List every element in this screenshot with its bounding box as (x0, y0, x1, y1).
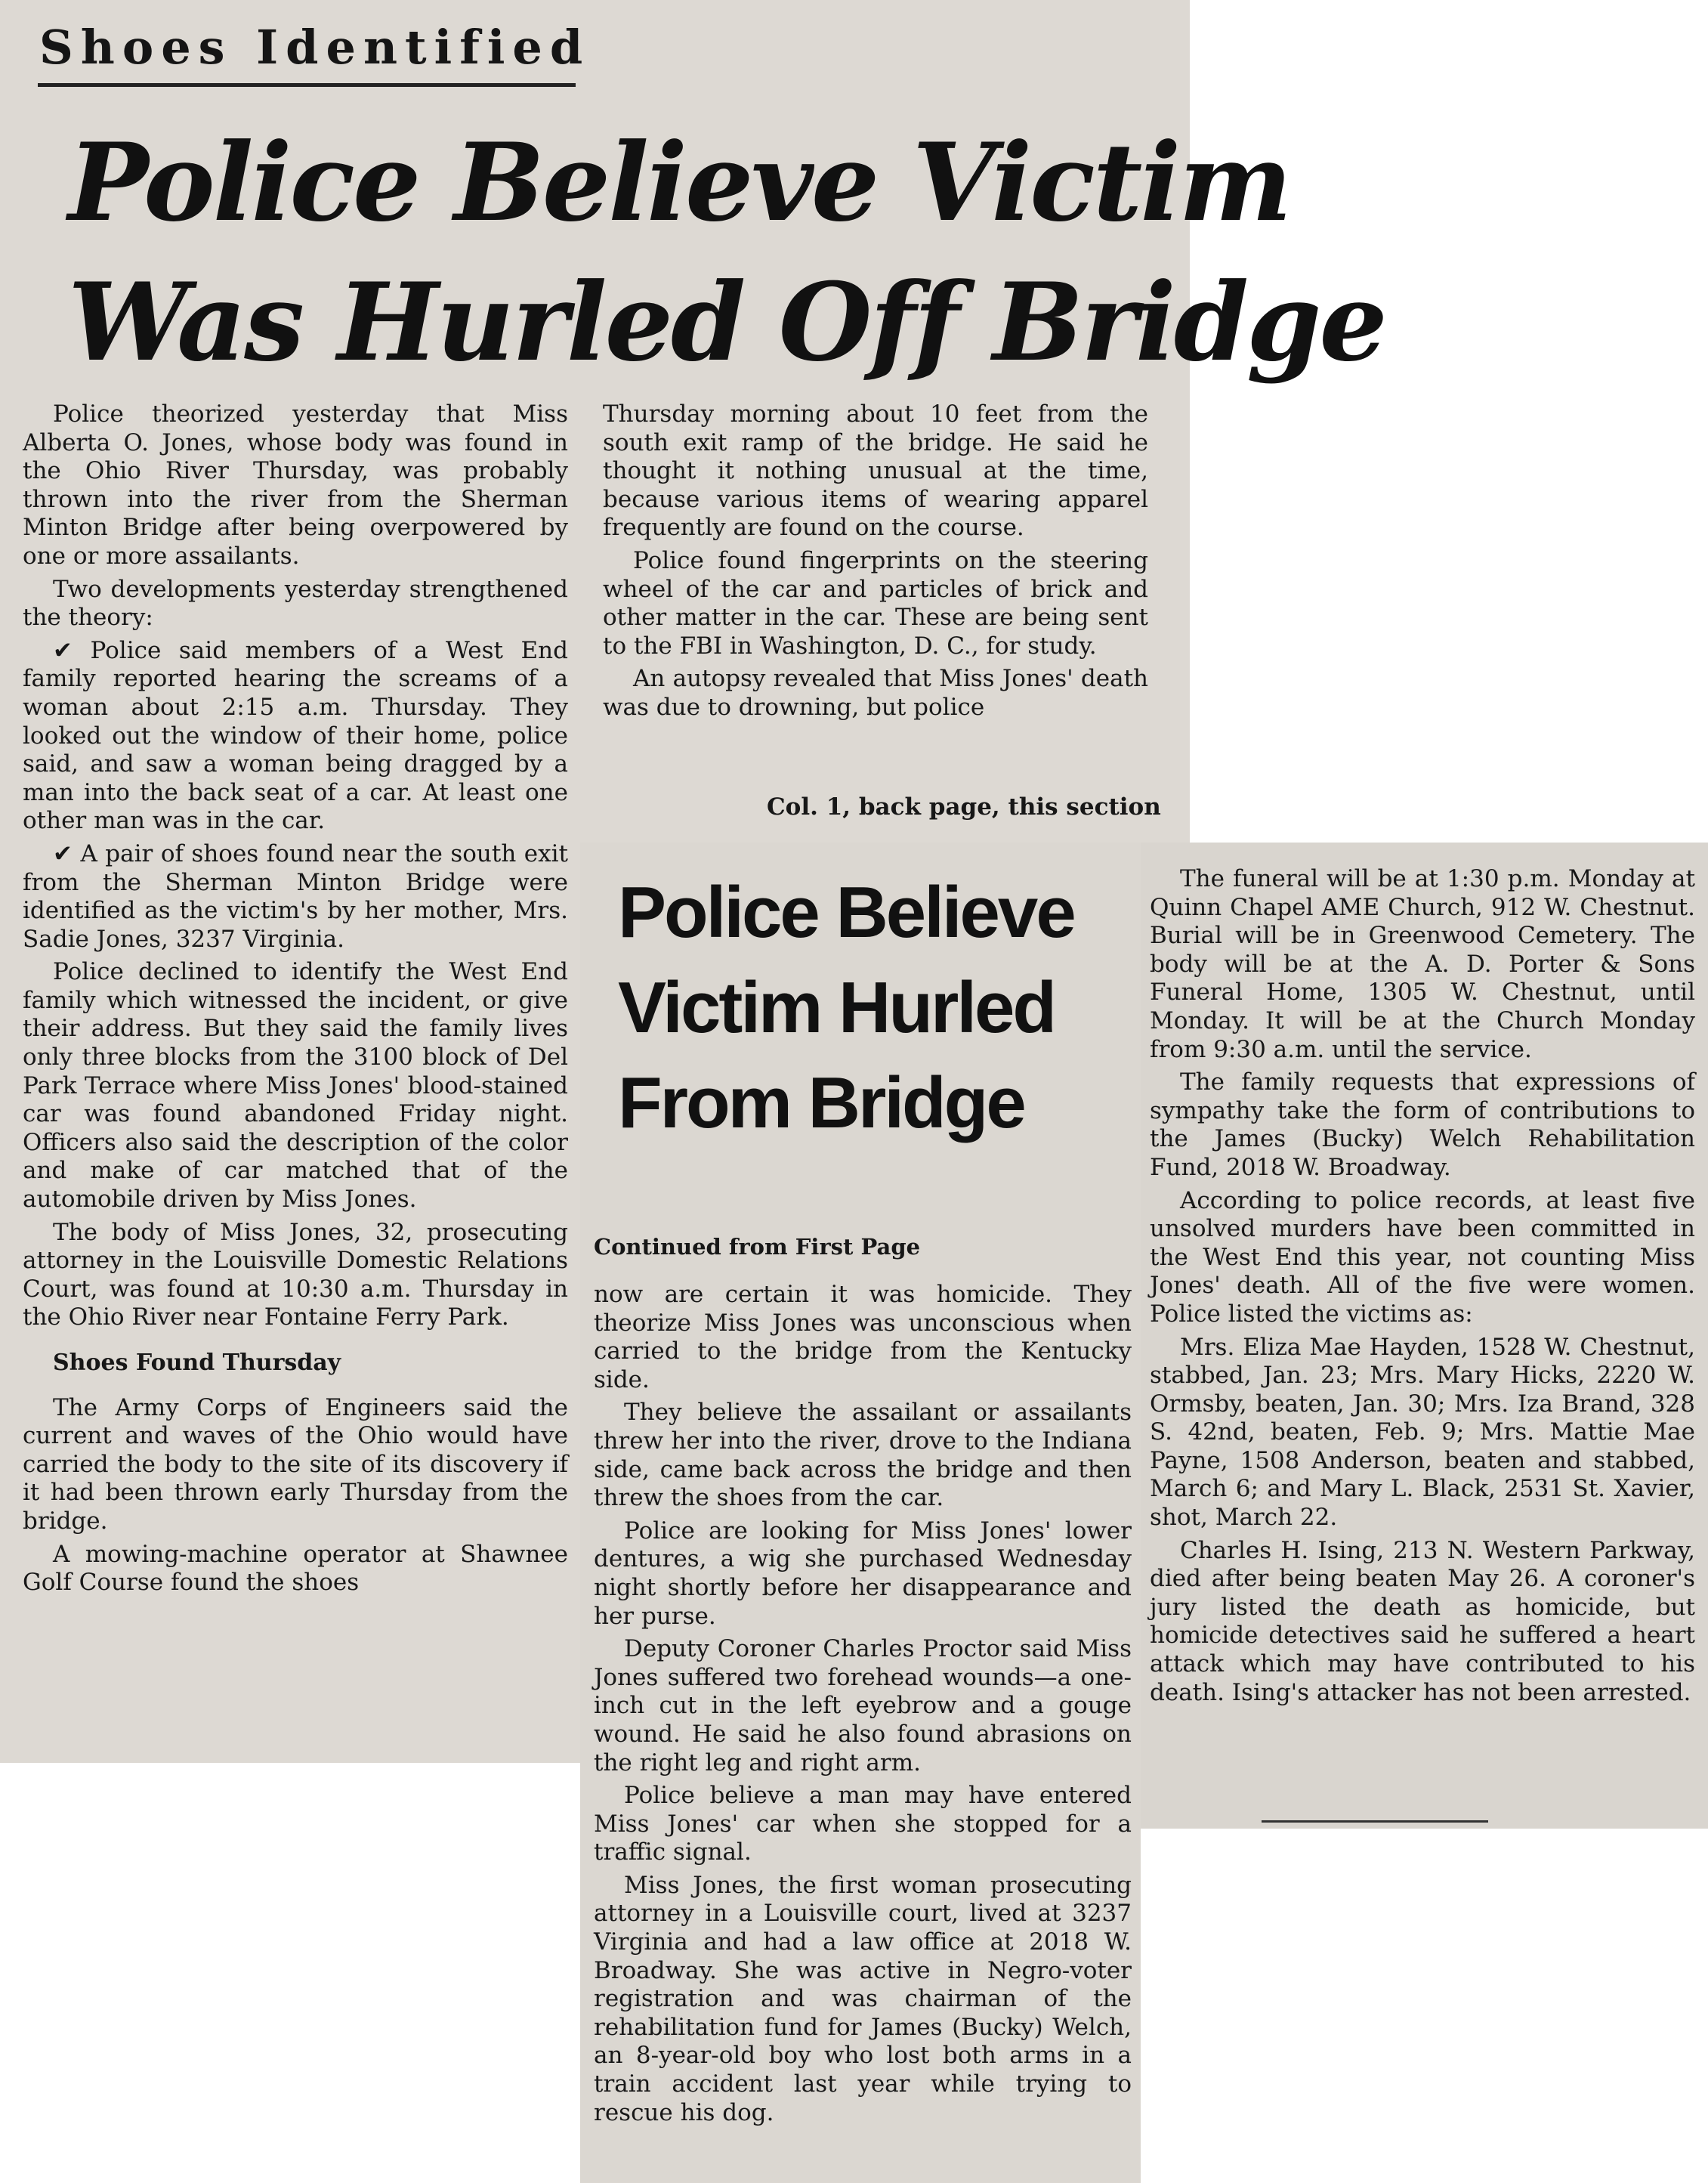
paragraph: A mowing-machine operator at Shawnee Golf Course found the shoes (23, 1540, 568, 1597)
paragraph: The body of Miss Jones, 32, prosecuting attorney in the Louisville Domestic Relations Court, was found at 10:30 a.m. Thursday in the Ohio River near Fontaine Ferry Park. (23, 1218, 568, 1331)
paragraph: An autopsy revealed that Miss Jones' death was due to drowning, but police (603, 665, 1148, 721)
paragraph: Mrs. Eliza Mae Hayden, 1528 W. Chestnut, stabbed, Jan. 23; Mrs. Mary Hicks, 2220 W. Ormsby, beaten, Jan. 30; Mrs. Iza Brand, 328 S. 42nd, beaten, Feb. 9; Mrs. Mattie Mae Payne, 1508 Anderson, beaten and stabbed, March 6; and Mary L. Black, 2531 St. Xavier, shot, March 22. (1150, 1333, 1695, 1532)
paragraph: Charles H. Ising, 213 N. Western Parkway, died after being beaten May 26. A coroner's jury listed the death as homicide, but homicide detectives said he suffered a heart attack which may have contributed to his death. Ising's attacker has not been arrested. (1150, 1536, 1695, 1706)
paragraph: Police believe a man may have entered Miss Jones' car when she stopped for a traffic signal. (594, 1782, 1132, 1866)
kicker-rule (38, 83, 576, 87)
subheading: Shoes Found Thursday (53, 1350, 341, 1376)
paragraph: Police found fingerprints on the steering wheel of the car and particles of brick and other matter in the car. These are being sent to the FBI in Washington, D. C., for study. (603, 546, 1148, 660)
paragraph: According to police records, at least five unsolved murders have been committed in the West End this year, not counting Miss Jones' death. All of the five were women. Police listed the victims as: (1150, 1186, 1695, 1328)
continuation-clipping-right (1141, 843, 1708, 1829)
paragraph: Miss Jones, the first woman prosecuting attorney in a Louisville court, lived at 3237 Virginia and had a law office at 2018 W. Broadway. She was active in Negro-voter registration and was chairman of the rehabilitation fund for James (Bucky) Welch, an 8-year-old boy who lost both arms in a train accident last year while trying to rescue his dog. (594, 1871, 1132, 2126)
paragraph: The family requests that expressions of sympathy take the form of contributions to the James (Bucky) Welch Rehabilitation Fund, 2018 W. Broadway. (1150, 1068, 1695, 1181)
continuation-clipping (580, 843, 1141, 2183)
paragraph: Two developments yesterday strengthened the theory: (23, 575, 568, 632)
paragraph-checked: ✔ Police said members of a West End family reported hearing the screams of a woman about 2:15 a.m. Thursday. They looked out the window of their home, police said, and saw a woman being dragged by a man into the back seat of a car. At least one other man was in the car. (23, 636, 568, 835)
article-column-1 (23, 400, 568, 1597)
paragraph: The funeral will be at 1:30 p.m. Monday at Quinn Chapel AME Church, 912 W. Chestnut. Burial will be in Greenwood Cemetery. The body will be at the A. D. Porter & Sons Funeral Home, 1305 W. Chestnut, until Monday. It will be at the Church Monday from 9:30 a.m. until the service. (1150, 865, 1695, 1063)
continuation-headline (618, 865, 1132, 1151)
continuation-headline-line: Police Believe (618, 872, 1074, 953)
kicker: Shoes Identified (39, 20, 591, 75)
headline-line-2: Was Hurled Off Bridge (68, 260, 1385, 385)
headline-line-1: Police Believe Victim (68, 120, 1290, 246)
paragraph: Deputy Coroner Charles Proctor said Miss Jones suffered two forehead wounds—a one-inch cut in the left eyebrow and a gouge wound. He said he also found abrasions on the right leg and right arm. (594, 1635, 1132, 1776)
paragraph-checked: ✔ A pair of shoes found near the south exit from the Sherman Minton Bridge were identified as the victim's by her mother, Mrs. Sadie Jones, 3237 Virginia. (23, 839, 568, 953)
jump-line: Col. 1, back page, this section (767, 793, 1161, 821)
paragraph: The Army Corps of Engineers said the current and waves of the Ohio would have carried the body to the site of its discovery if it had been thrown early Thursday from the bridge. (23, 1393, 568, 1535)
continuation-column-1 (594, 1281, 1132, 2127)
continuation-headline-line: Victim Hurled (618, 967, 1055, 1048)
paragraph: Thursday morning about 10 feet from the south exit ramp of the bridge. He said he thought it nothing unusual at the time, because various items of wearing apparel frequently are found on the course. (603, 400, 1148, 542)
headline (68, 113, 1385, 393)
article-column-2 (603, 400, 1148, 722)
paragraph: Police theorized yesterday that Miss Alberta O. Jones, whose body was found in the Ohio River Thursday, was probably thrown into the river from the Sherman Minton Bridge after being overpowered by one or more assailants. (23, 400, 568, 570)
continuation-column-2 (1150, 865, 1695, 1707)
paragraph: Police declined to identify the West End family which witnessed the incident, or give their address. But they said the family lives only three blocks from the 3100 block of Del Park Terrace where Miss Jones' blood-stained car was found abandoned Friday night. Officers also said the description of the color and make of car matched that of the automobile driven by Miss Jones. (23, 958, 568, 1214)
paragraph: Police are looking for Miss Jones' lower dentures, a wig she purchased Wednesday night shortly before her disappearance and her purse. (594, 1517, 1132, 1630)
end-rule (1262, 1820, 1488, 1823)
continued-label: Continued from First Page (594, 1234, 921, 1260)
continuation-headline-line: From Bridge (618, 1062, 1024, 1143)
paragraph: now are certain it was homicide. They theorize Miss Jones was unconscious when carried to the bridge from the Kentucky side. (594, 1281, 1132, 1393)
paragraph: They believe the assailant or assailants threw her into the river, drove to the Indiana side, came back across the bridge and then threw the shoes from the car. (594, 1399, 1132, 1512)
